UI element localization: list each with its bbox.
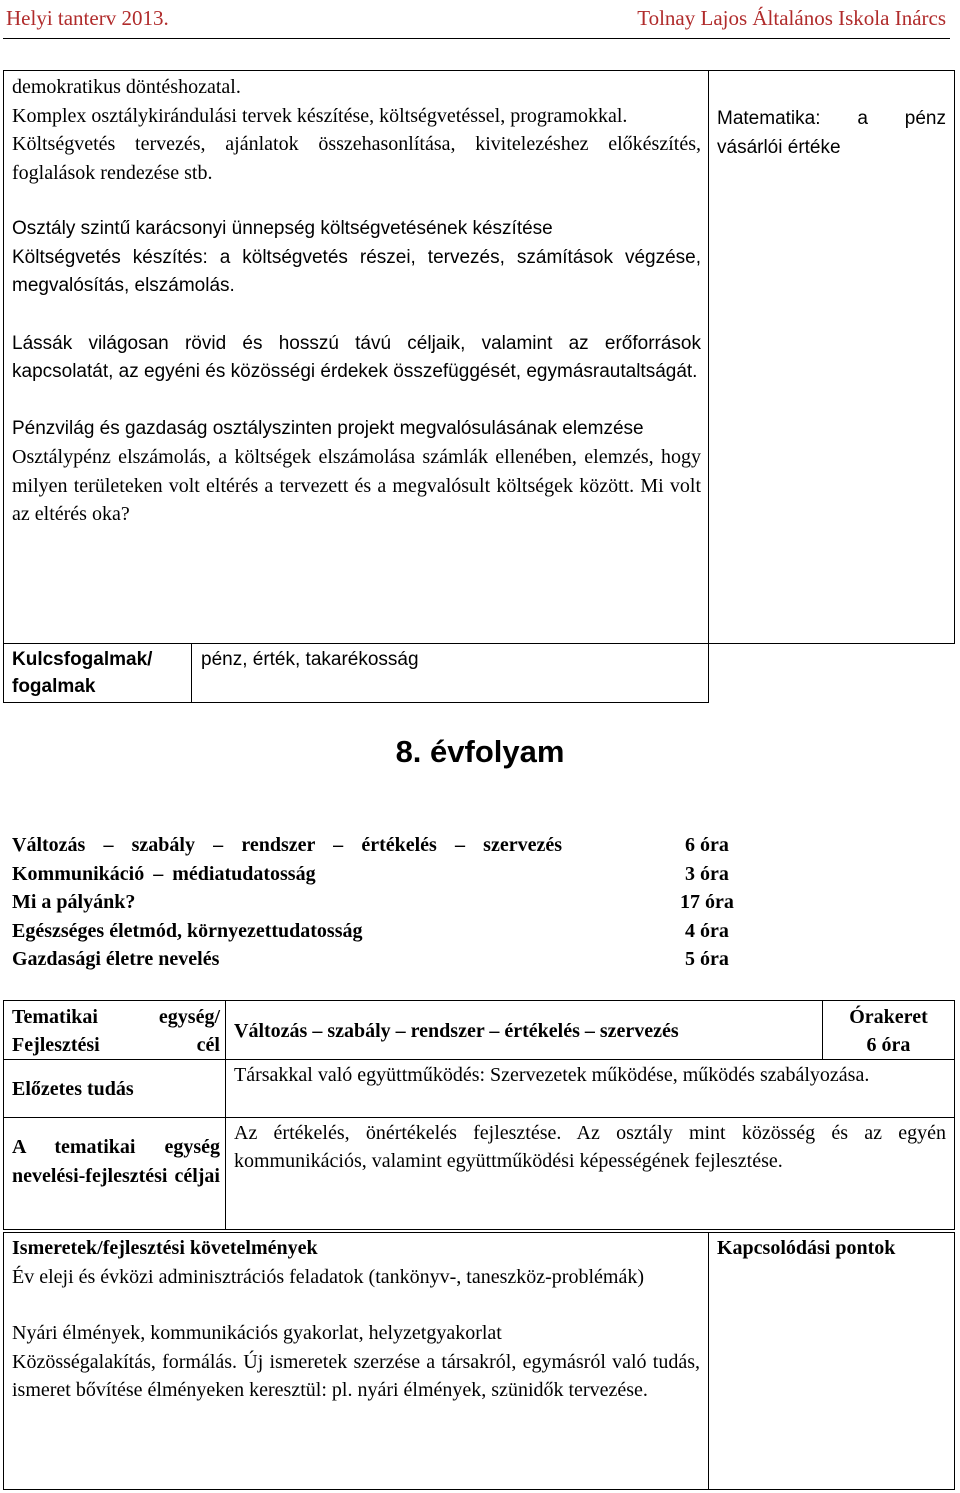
activities-para-2-line-1: Osztály szintű karácsonyi ünnepség költségvetésének készítése — [12, 218, 553, 239]
unit-hours-cell — [822, 1000, 955, 1060]
activities-para-4-line-2: Osztálypénz elszámolás, a költségek elszámolása számlák ellenében, elemzés, hogy milyen területeken volt eltérés a tervezett és a megvalósult költségek között. Mi volt az eltérés oka? — [12, 446, 701, 525]
topic-row — [12, 860, 772, 889]
connection-points-cell — [708, 1232, 955, 1490]
topic-hours: 5 óra — [685, 948, 729, 970]
topic-name: Kommunikáció – médiatudatosság — [12, 862, 316, 885]
header-school-name: Tolnay Lajos Általános Iskola Inárcs — [637, 6, 946, 30]
topic-hours: 4 óra — [685, 919, 729, 942]
key-concepts-value-cell — [191, 643, 709, 703]
prior-knowledge-label: Előzetes tudás — [12, 1078, 134, 1100]
goals-cell — [225, 1117, 955, 1230]
unit-label-cell — [3, 1000, 226, 1060]
activities-para-1-line-2: Komplex osztálykirándulási tervek készítése, költségvetéssel, programokkal. — [12, 104, 628, 127]
topic-name: Változás – szabály – rendszer – értékelés – szervezés — [12, 834, 562, 856]
topic-row — [12, 945, 772, 974]
activities-para-3: Lássák világosan rövid és hosszú távú céljaik, valamint az erőforrások kapcsolatát, az egyéni és közösségi érdekek összefüggését, egymásrautaltságát. — [12, 332, 701, 382]
topic-hours: 17 óra — [680, 891, 734, 913]
activities-para-1-line-1: demokratikus döntéshozatal. — [12, 76, 241, 98]
goals-text: Az értékelés, önértékelés fejlesztése. Az osztály mint közösség és az egyén kommunikációs, valamint együttműködési képességének fejlesztése. — [234, 1122, 946, 1172]
unit-label: Tematikai egység/ Fejlesztési cél — [12, 1006, 220, 1056]
prior-knowledge-text: Társakkal való együttműködés: Szervezetek működése, működés szabályozása. — [234, 1064, 870, 1086]
unit-hours-label: Órakeret — [849, 1006, 928, 1028]
grade-title: 8. évfolyam — [395, 734, 565, 769]
topic-name: Egészséges életmód, környezettudatosság — [12, 919, 363, 942]
key-concepts-value: pénz, érték, takarékosság — [201, 649, 419, 670]
key-concepts-label: Kulcsfogalmak/ fogalmak — [12, 649, 153, 697]
topic-list — [12, 831, 772, 974]
goals-label-cell — [3, 1117, 226, 1230]
requirements-para-1: Év eleji és évközi adminisztrációs feladatok (tankönyv-, taneszköz-problémák) — [12, 1265, 644, 1288]
connections-text: Matematika: a pénz vásárlói értéke — [717, 108, 946, 158]
unit-hours-value: 6 óra — [866, 1034, 911, 1056]
header-rule — [3, 38, 950, 39]
topic-name: Mi a pályánk? — [12, 891, 136, 913]
requirements-cell — [3, 1232, 709, 1490]
connection-points-header: Kapcsolódási pontok — [717, 1237, 896, 1259]
topic-row — [12, 888, 772, 917]
topic-hours: 6 óra — [685, 834, 729, 856]
topic-row — [12, 917, 772, 946]
activities-para-4-line-1: Pénzvilág és gazdaság osztályszinten projekt megvalósulásának elemzése — [12, 417, 644, 439]
topic-name: Gazdasági életre nevelés — [12, 948, 220, 970]
header-doc-title: Helyi tanterv 2013. — [6, 6, 169, 30]
unit-name-cell — [225, 1000, 823, 1060]
topic-row — [12, 831, 772, 860]
prior-knowledge-cell — [225, 1059, 955, 1118]
topic-hours: 3 óra — [685, 862, 729, 885]
prior-knowledge-label-cell — [3, 1059, 226, 1118]
unit-name: Változás – szabály – rendszer – értékelés – szervezés — [234, 1020, 679, 1042]
requirements-para-2: Nyári élmények, kommunikációs gyakorlat, helyzetgyakorlat — [12, 1322, 502, 1344]
activities-para-2-line-2: Költségvetés készítés: a költségvetés részei, tervezés, számítások végzése, megvalósítás, elszámolás. — [12, 246, 701, 296]
page-header — [0, 0, 960, 40]
requirements-para-3: Közösségalakítás, formálás. Új ismeretek szerzése a társakról, egymásról való tudás, ismeret bővítése élményeken keresztül: pl. nyári élmények, szünidők tervezése. — [12, 1350, 700, 1401]
goals-label: A tematikai egység nevelési-fejlesztési céljai — [12, 1136, 220, 1187]
key-concepts-label-cell — [3, 643, 192, 703]
connections-cell — [708, 70, 955, 644]
activities-cell — [3, 70, 709, 644]
requirements-header: Ismeretek/fejlesztési követelmények — [12, 1237, 318, 1259]
activities-para-1-line-3: Költségvetés tervezés, ajánlatok összehasonlítása, kivitelezéshez előkészítés, foglalások rendezése stb. — [12, 133, 701, 184]
